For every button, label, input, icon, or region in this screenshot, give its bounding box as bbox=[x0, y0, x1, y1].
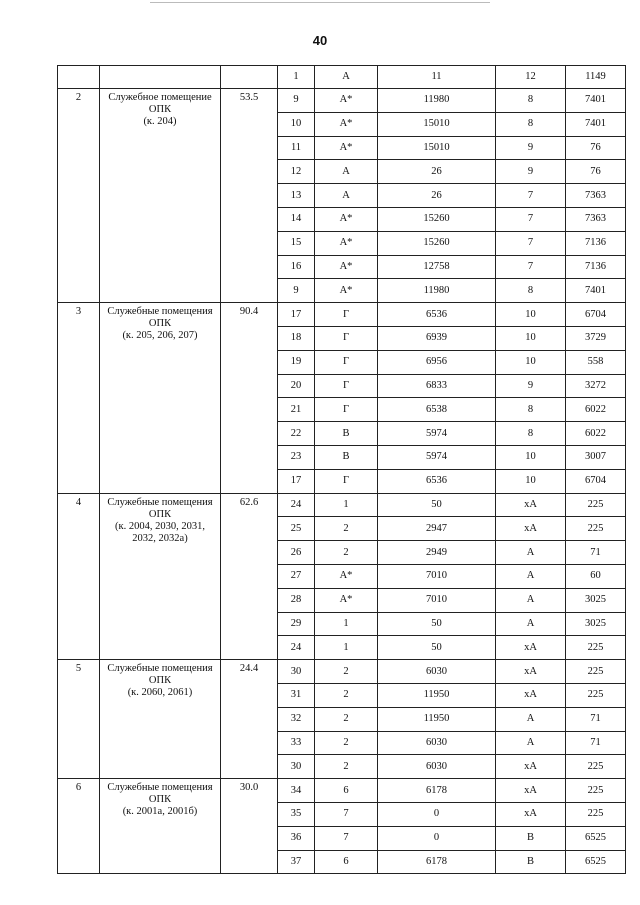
group-name-line: ОПК bbox=[148, 794, 172, 806]
table-cell: 33 bbox=[278, 731, 315, 755]
table-cell: 8 bbox=[496, 422, 566, 446]
table-cell: 21 bbox=[278, 398, 315, 422]
table-cell: 71 bbox=[566, 731, 626, 755]
header-cell: 11 bbox=[378, 66, 496, 89]
table-cell: 0 bbox=[378, 826, 496, 850]
table-cell: 18 bbox=[278, 326, 315, 350]
table-cell: 16 bbox=[278, 255, 315, 279]
group-name-line: (к. 2060, 2061) bbox=[127, 687, 193, 699]
table-cell: 26 bbox=[278, 541, 315, 565]
table-cell: 225 bbox=[566, 779, 626, 803]
table-cell: 10 bbox=[496, 350, 566, 374]
table-cell: 7401 bbox=[566, 89, 626, 113]
table-cell: 2 bbox=[315, 755, 378, 779]
table-cell: 71 bbox=[566, 707, 626, 731]
table-cell: 7136 bbox=[566, 255, 626, 279]
table-cell: 1 bbox=[315, 636, 378, 660]
table-cell: 36 bbox=[278, 826, 315, 850]
table-cell: А* bbox=[315, 231, 378, 255]
group-name-line: Служебные помещения bbox=[107, 663, 213, 675]
table-cell: 7 bbox=[496, 255, 566, 279]
header-row bbox=[58, 66, 626, 89]
table-cell: 1 bbox=[315, 493, 378, 517]
table-cell: А bbox=[496, 564, 566, 588]
table-row bbox=[58, 493, 626, 517]
table-cell: 225 bbox=[566, 660, 626, 684]
table-cell: 10 bbox=[496, 303, 566, 327]
header-cell bbox=[100, 66, 221, 89]
table-cell: 8 bbox=[496, 89, 566, 113]
table-cell: 6525 bbox=[566, 850, 626, 874]
table-cell: 50 bbox=[378, 612, 496, 636]
group-name-line: ОПК bbox=[148, 318, 172, 330]
table-cell: В bbox=[496, 850, 566, 874]
group-area: 24.4 bbox=[221, 660, 278, 779]
table-cell: 7136 bbox=[566, 231, 626, 255]
table-cell: 225 bbox=[566, 683, 626, 707]
table-cell: 7010 bbox=[378, 588, 496, 612]
group-name-line: Служебные помещения bbox=[107, 496, 213, 508]
group-area: 90.4 bbox=[221, 303, 278, 493]
table-cell: хА bbox=[496, 660, 566, 684]
header-cell: 1 bbox=[278, 66, 315, 89]
table-cell: 2949 bbox=[378, 541, 496, 565]
table-cell: 7 bbox=[496, 231, 566, 255]
table-cell: А bbox=[315, 160, 378, 184]
group-number: 6 bbox=[58, 779, 100, 874]
table-cell: В bbox=[315, 445, 378, 469]
table-cell: 225 bbox=[566, 802, 626, 826]
table-cell: 225 bbox=[566, 517, 626, 541]
table-cell: 7401 bbox=[566, 112, 626, 136]
table-cell: 6178 bbox=[378, 779, 496, 803]
table-cell: 15260 bbox=[378, 231, 496, 255]
table-cell: 2 bbox=[315, 541, 378, 565]
table-cell: 28 bbox=[278, 588, 315, 612]
table-cell: 9 bbox=[496, 374, 566, 398]
table-cell: 6536 bbox=[378, 469, 496, 493]
table-cell: Г bbox=[315, 374, 378, 398]
table-cell: 9 bbox=[278, 279, 315, 303]
table-cell: А bbox=[315, 184, 378, 208]
table-cell: 60 bbox=[566, 564, 626, 588]
group-name bbox=[100, 303, 221, 493]
group-number: 4 bbox=[58, 493, 100, 660]
table-cell: А* bbox=[315, 588, 378, 612]
group-name-line: (к. 204) bbox=[143, 116, 177, 127]
table-cell: хА bbox=[496, 683, 566, 707]
table-cell: 35 bbox=[278, 802, 315, 826]
table-cell: 7 bbox=[496, 207, 566, 231]
group-name-line: Служебное помещение bbox=[108, 92, 212, 103]
table-cell: 50 bbox=[378, 493, 496, 517]
table-body bbox=[58, 66, 626, 874]
table-cell: А* bbox=[315, 136, 378, 160]
table-cell: 6022 bbox=[566, 422, 626, 446]
group-name bbox=[100, 779, 221, 874]
table-cell: 37 bbox=[278, 850, 315, 874]
table-cell: 12758 bbox=[378, 255, 496, 279]
header-cell bbox=[221, 66, 278, 89]
table-cell: 13 bbox=[278, 184, 315, 208]
table-cell: хА bbox=[496, 755, 566, 779]
group-name-line: (к. 205, 206, 207) bbox=[122, 330, 198, 342]
table-cell: 6178 bbox=[378, 850, 496, 874]
table-cell: 17 bbox=[278, 303, 315, 327]
table-cell: 6939 bbox=[378, 326, 496, 350]
table-cell: 2 bbox=[315, 660, 378, 684]
table-cell: 11950 bbox=[378, 683, 496, 707]
table-cell: 29 bbox=[278, 612, 315, 636]
group-number: 3 bbox=[58, 303, 100, 493]
group-name-line: ОПК bbox=[148, 675, 172, 687]
table-cell: 9 bbox=[496, 136, 566, 160]
table-cell: 9 bbox=[496, 160, 566, 184]
table-cell: 1 bbox=[315, 612, 378, 636]
table-cell: 7 bbox=[315, 802, 378, 826]
table-cell: 14 bbox=[278, 207, 315, 231]
table-cell: А bbox=[496, 588, 566, 612]
table-cell: Г bbox=[315, 303, 378, 327]
group-name-line: (к. 2001а, 2001б) bbox=[122, 806, 198, 818]
table-cell: хА bbox=[496, 779, 566, 803]
table-cell: 26 bbox=[378, 160, 496, 184]
table-cell: 3007 bbox=[566, 445, 626, 469]
table-cell: 12 bbox=[278, 160, 315, 184]
table-cell: 22 bbox=[278, 422, 315, 446]
table-cell: 6022 bbox=[566, 398, 626, 422]
table-cell: 6704 bbox=[566, 469, 626, 493]
table-cell: 7 bbox=[496, 184, 566, 208]
table-cell: 26 bbox=[378, 184, 496, 208]
group-name-line: Служебные помещения bbox=[107, 306, 213, 318]
table-cell: 50 bbox=[378, 636, 496, 660]
table-cell: 6833 bbox=[378, 374, 496, 398]
table-cell: А* bbox=[315, 564, 378, 588]
group-name-line: ОПК bbox=[148, 104, 172, 115]
table-cell: 7363 bbox=[566, 184, 626, 208]
table-cell: 30 bbox=[278, 755, 315, 779]
table-cell: А bbox=[496, 731, 566, 755]
table-cell: 11 bbox=[278, 136, 315, 160]
table-cell: 9 bbox=[278, 89, 315, 113]
table-cell: Г bbox=[315, 350, 378, 374]
table-cell: 2 bbox=[315, 707, 378, 731]
header-cell bbox=[58, 66, 100, 89]
group-name-line: (к. 2004, 2030, 2031, bbox=[115, 520, 205, 532]
table-cell: 0 bbox=[378, 802, 496, 826]
table-cell: 10 bbox=[496, 326, 566, 350]
table-cell: 20 bbox=[278, 374, 315, 398]
table-cell: 5974 bbox=[378, 445, 496, 469]
table-cell: 2 bbox=[315, 731, 378, 755]
table-cell: 32 bbox=[278, 707, 315, 731]
table-cell: 31 bbox=[278, 683, 315, 707]
table-cell: хА bbox=[496, 802, 566, 826]
table-cell: хА bbox=[496, 493, 566, 517]
group-area: 62.6 bbox=[221, 493, 278, 660]
group-name-line: 2032, 2032а) bbox=[132, 532, 188, 544]
table-cell: 6030 bbox=[378, 755, 496, 779]
group-name bbox=[100, 493, 221, 660]
group-area: 53.5 bbox=[221, 89, 278, 303]
table-cell: А* bbox=[315, 279, 378, 303]
table-cell: 24 bbox=[278, 493, 315, 517]
table-cell: 15260 bbox=[378, 207, 496, 231]
table-cell: 8 bbox=[496, 112, 566, 136]
table-cell: 3025 bbox=[566, 612, 626, 636]
table-cell: 3729 bbox=[566, 326, 626, 350]
table-cell: В bbox=[315, 422, 378, 446]
table-cell: 10 bbox=[496, 445, 566, 469]
table-cell: 15010 bbox=[378, 136, 496, 160]
table-cell: 76 bbox=[566, 160, 626, 184]
table-cell: 6536 bbox=[378, 303, 496, 327]
table-cell: 6030 bbox=[378, 660, 496, 684]
table-cell: Г bbox=[315, 398, 378, 422]
table-cell: 7010 bbox=[378, 564, 496, 588]
header-cell: 12 bbox=[496, 66, 566, 89]
table-cell: 2 bbox=[315, 517, 378, 541]
data-table bbox=[57, 65, 626, 874]
table-cell: А* bbox=[315, 89, 378, 113]
table-cell: 3272 bbox=[566, 374, 626, 398]
table-cell: 10 bbox=[278, 112, 315, 136]
group-name-line: ОПК bbox=[148, 508, 172, 520]
table-cell: 23 bbox=[278, 445, 315, 469]
table-cell: 25 bbox=[278, 517, 315, 541]
table-cell: А* bbox=[315, 207, 378, 231]
table-cell: 7363 bbox=[566, 207, 626, 231]
table-cell: А bbox=[496, 707, 566, 731]
table-cell: 3025 bbox=[566, 588, 626, 612]
table-row bbox=[58, 660, 626, 684]
table-cell: А bbox=[496, 612, 566, 636]
table-cell: 30 bbox=[278, 660, 315, 684]
table-cell: 225 bbox=[566, 493, 626, 517]
table-cell: 6 bbox=[315, 850, 378, 874]
page-number: 40 bbox=[312, 33, 328, 48]
table-cell: 8 bbox=[496, 279, 566, 303]
group-name-line: Служебные помещения bbox=[107, 782, 213, 794]
table-cell: 19 bbox=[278, 350, 315, 374]
table-cell: А bbox=[496, 541, 566, 565]
table-cell: 71 bbox=[566, 541, 626, 565]
table-cell: 7401 bbox=[566, 279, 626, 303]
table-cell: хА bbox=[496, 636, 566, 660]
table-cell: 15 bbox=[278, 231, 315, 255]
table-cell: 5974 bbox=[378, 422, 496, 446]
table-cell: 225 bbox=[566, 636, 626, 660]
table-cell: 558 bbox=[566, 350, 626, 374]
table-cell: 34 bbox=[278, 779, 315, 803]
group-number: 5 bbox=[58, 660, 100, 779]
table-cell: В bbox=[496, 826, 566, 850]
table-cell: 7 bbox=[315, 826, 378, 850]
header-cell: А bbox=[315, 66, 378, 89]
table-cell: А* bbox=[315, 112, 378, 136]
group-number: 2 bbox=[58, 89, 100, 303]
table-cell: 2947 bbox=[378, 517, 496, 541]
table-cell: 6 bbox=[315, 779, 378, 803]
table-cell: 8 bbox=[496, 398, 566, 422]
table-cell: 225 bbox=[566, 755, 626, 779]
table-cell: 6525 bbox=[566, 826, 626, 850]
table-cell: 11980 bbox=[378, 279, 496, 303]
top-scan-line bbox=[150, 2, 490, 3]
table-cell: 76 bbox=[566, 136, 626, 160]
header-cell: 1149 bbox=[566, 66, 626, 89]
group-name bbox=[100, 660, 221, 779]
table-cell: хА bbox=[496, 517, 566, 541]
group-name bbox=[100, 89, 221, 303]
table-cell: Г bbox=[315, 326, 378, 350]
table-cell: 11950 bbox=[378, 707, 496, 731]
table-cell: 10 bbox=[496, 469, 566, 493]
table-cell: 2 bbox=[315, 683, 378, 707]
table-cell: 27 bbox=[278, 564, 315, 588]
table-cell: 17 bbox=[278, 469, 315, 493]
table-cell: 24 bbox=[278, 636, 315, 660]
table-cell: 6538 bbox=[378, 398, 496, 422]
table-row bbox=[58, 779, 626, 803]
table-cell: 6030 bbox=[378, 731, 496, 755]
table-cell: 6704 bbox=[566, 303, 626, 327]
table-cell: 6956 bbox=[378, 350, 496, 374]
table-row bbox=[58, 89, 626, 113]
table-cell: 15010 bbox=[378, 112, 496, 136]
table-cell: А* bbox=[315, 255, 378, 279]
table-cell: Г bbox=[315, 469, 378, 493]
group-area: 30.0 bbox=[221, 779, 278, 874]
table-cell: 11980 bbox=[378, 89, 496, 113]
table-row bbox=[58, 303, 626, 327]
